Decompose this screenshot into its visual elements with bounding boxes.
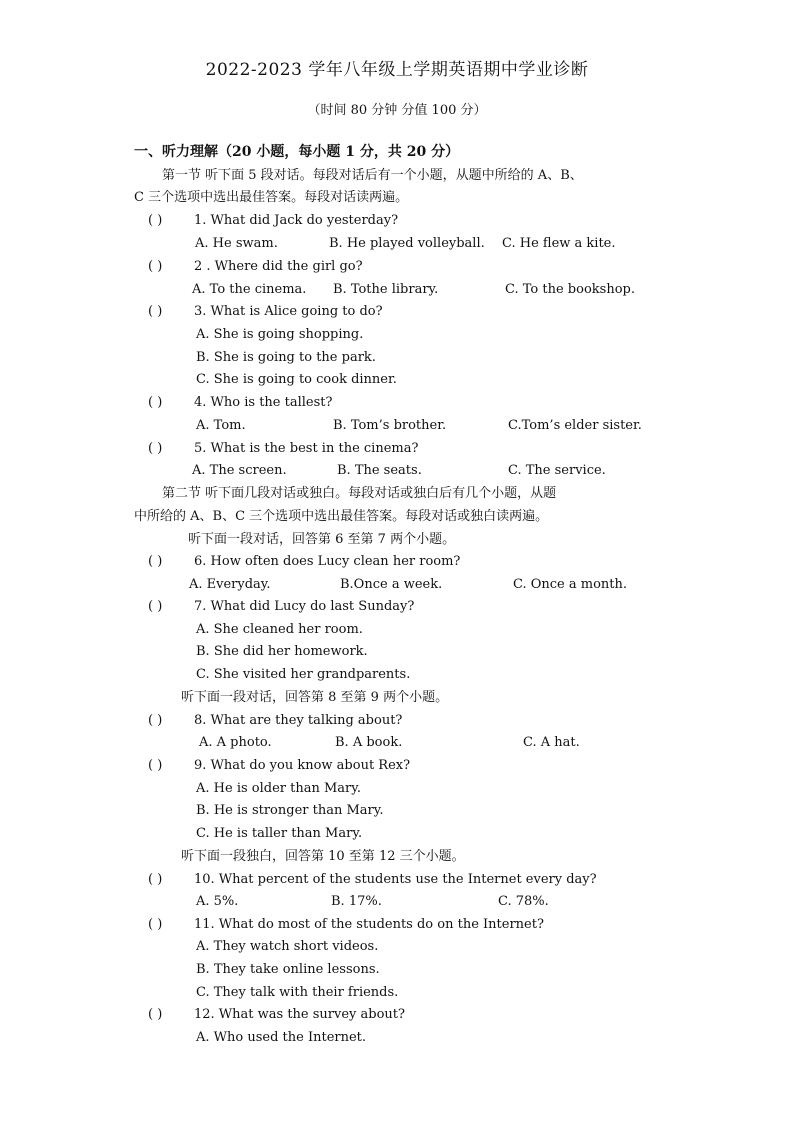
question-text: 10. What percent of the students use the Internet every day? [194, 872, 597, 887]
question-row [148, 212, 398, 230]
option-c: C. She is going to cook dinner. [196, 372, 397, 387]
answer-blank: ( ) [148, 1007, 163, 1022]
question-row [148, 440, 418, 458]
option-b: B. He played volleyball. [329, 236, 485, 251]
answer-blank: ( ) [148, 395, 163, 410]
option-c: C. He is taller than Mary. [196, 826, 363, 841]
option-a: A. Tom. [196, 418, 246, 433]
option-c: C. To the bookshop. [505, 282, 635, 297]
option-a: A. He swam. [195, 236, 278, 251]
option-a: A. 5%. [196, 894, 239, 909]
option-c: C. She visited her grandparents. [196, 667, 411, 682]
question-row [148, 1006, 405, 1024]
question-text: 5. What is the best in the cinema? [194, 441, 419, 456]
part2-intro: 第二节 听下面几段对话或独白。每段对话或独白后有几个小题，从题 [162, 486, 557, 501]
option-b: B. The seats. [337, 463, 422, 478]
question-text: 1. What did Jack do yesterday? [194, 213, 399, 228]
question-row [148, 394, 332, 412]
option-a: A. She is going shopping. [196, 327, 364, 342]
question-row [148, 871, 597, 889]
section-heading: 一、听力理解（20 小题，每小题 1 分，共 20 分） [134, 144, 460, 160]
page-subtitle: （时间 80 分钟 分值 100 分） [307, 103, 487, 118]
option-a: A. Who used the Internet. [196, 1030, 367, 1045]
question-row [148, 916, 544, 934]
option-a: A. He is older than Mary. [196, 781, 362, 796]
option-a: A. Everyday. [189, 577, 271, 592]
instruction-6-7: 听下面一段对话，回答第 6 至第 7 两个小题。 [188, 532, 456, 547]
question-text: 4. Who is the tallest? [194, 395, 333, 410]
part1-intro: 第一节 听下面 5 段对话。每段对话后有一个小题，从题中所给的 A、B、 [162, 168, 583, 183]
part2-intro-cont: 中所给的 A、B、C 三个选项中选出最佳答案。每段对话或独白读两遍。 [134, 509, 549, 524]
answer-blank: ( ) [148, 259, 163, 274]
option-c: C. He flew a kite. [502, 236, 616, 251]
option-c: C. They talk with their friends. [196, 985, 399, 1000]
question-text: 12. What was the survey about? [194, 1007, 405, 1022]
instruction-8-9: 听下面一段对话，回答第 8 至第 9 两个小题。 [181, 690, 449, 705]
option-b: B.Once a week. [340, 577, 443, 592]
question-text: 2 . Where did the girl go? [194, 259, 363, 274]
part1-intro-cont: C 三个选项中选出最佳答案。每段对话读两遍。 [134, 190, 409, 205]
answer-blank: ( ) [148, 758, 163, 773]
question-row [148, 712, 402, 730]
answer-blank: ( ) [148, 213, 163, 228]
option-a: A. A photo. [199, 735, 272, 750]
option-c: C.Tom’s elder sister. [508, 418, 642, 433]
option-c: C. 78%. [498, 894, 549, 909]
option-b: B. They take online lessons. [196, 962, 380, 977]
option-a: A. The screen. [192, 463, 287, 478]
page-title: 2022-2023 学年八年级上学期英语期中学业诊断 [205, 60, 589, 80]
option-b: B. She is going to the park. [196, 350, 376, 365]
answer-blank: ( ) [148, 554, 163, 569]
option-b: B. A book. [335, 735, 403, 750]
question-text: 6. How often does Lucy clean her room? [194, 554, 461, 569]
question-text: 3. What is Alice going to do? [194, 304, 383, 319]
question-text: 11. What do most of the students do on the Internet? [194, 917, 544, 932]
answer-blank: ( ) [148, 872, 163, 887]
option-b: B. She did her homework. [196, 644, 368, 659]
instruction-10-12: 听下面一段独白，回答第 10 至第 12 三个小题。 [181, 849, 465, 864]
question-row [148, 598, 414, 616]
question-text: 7. What did Lucy do last Sunday? [194, 599, 415, 614]
question-text: 8. What are they talking about? [194, 713, 403, 728]
option-c: C. A hat. [523, 735, 580, 750]
answer-blank: ( ) [148, 441, 163, 456]
question-row [148, 258, 363, 276]
answer-blank: ( ) [148, 599, 163, 614]
option-a: A. To the cinema. [192, 282, 307, 297]
question-row [148, 553, 460, 571]
option-c: C. The service. [508, 463, 606, 478]
question-row [148, 303, 383, 321]
answer-blank: ( ) [148, 713, 163, 728]
option-b: B. Tom’s brother. [333, 418, 447, 433]
answer-blank: ( ) [148, 917, 163, 932]
option-b: B. 17%. [331, 894, 382, 909]
option-a: A. They watch short videos. [196, 939, 379, 954]
option-b: B. Tothe library. [333, 282, 439, 297]
question-row [148, 757, 410, 775]
option-a: A. She cleaned her room. [196, 622, 363, 637]
option-c: C. Once a month. [513, 577, 628, 592]
question-text: 9. What do you know about Rex? [194, 758, 411, 773]
answer-blank: ( ) [148, 304, 163, 319]
option-b: B. He is stronger than Mary. [196, 803, 384, 818]
